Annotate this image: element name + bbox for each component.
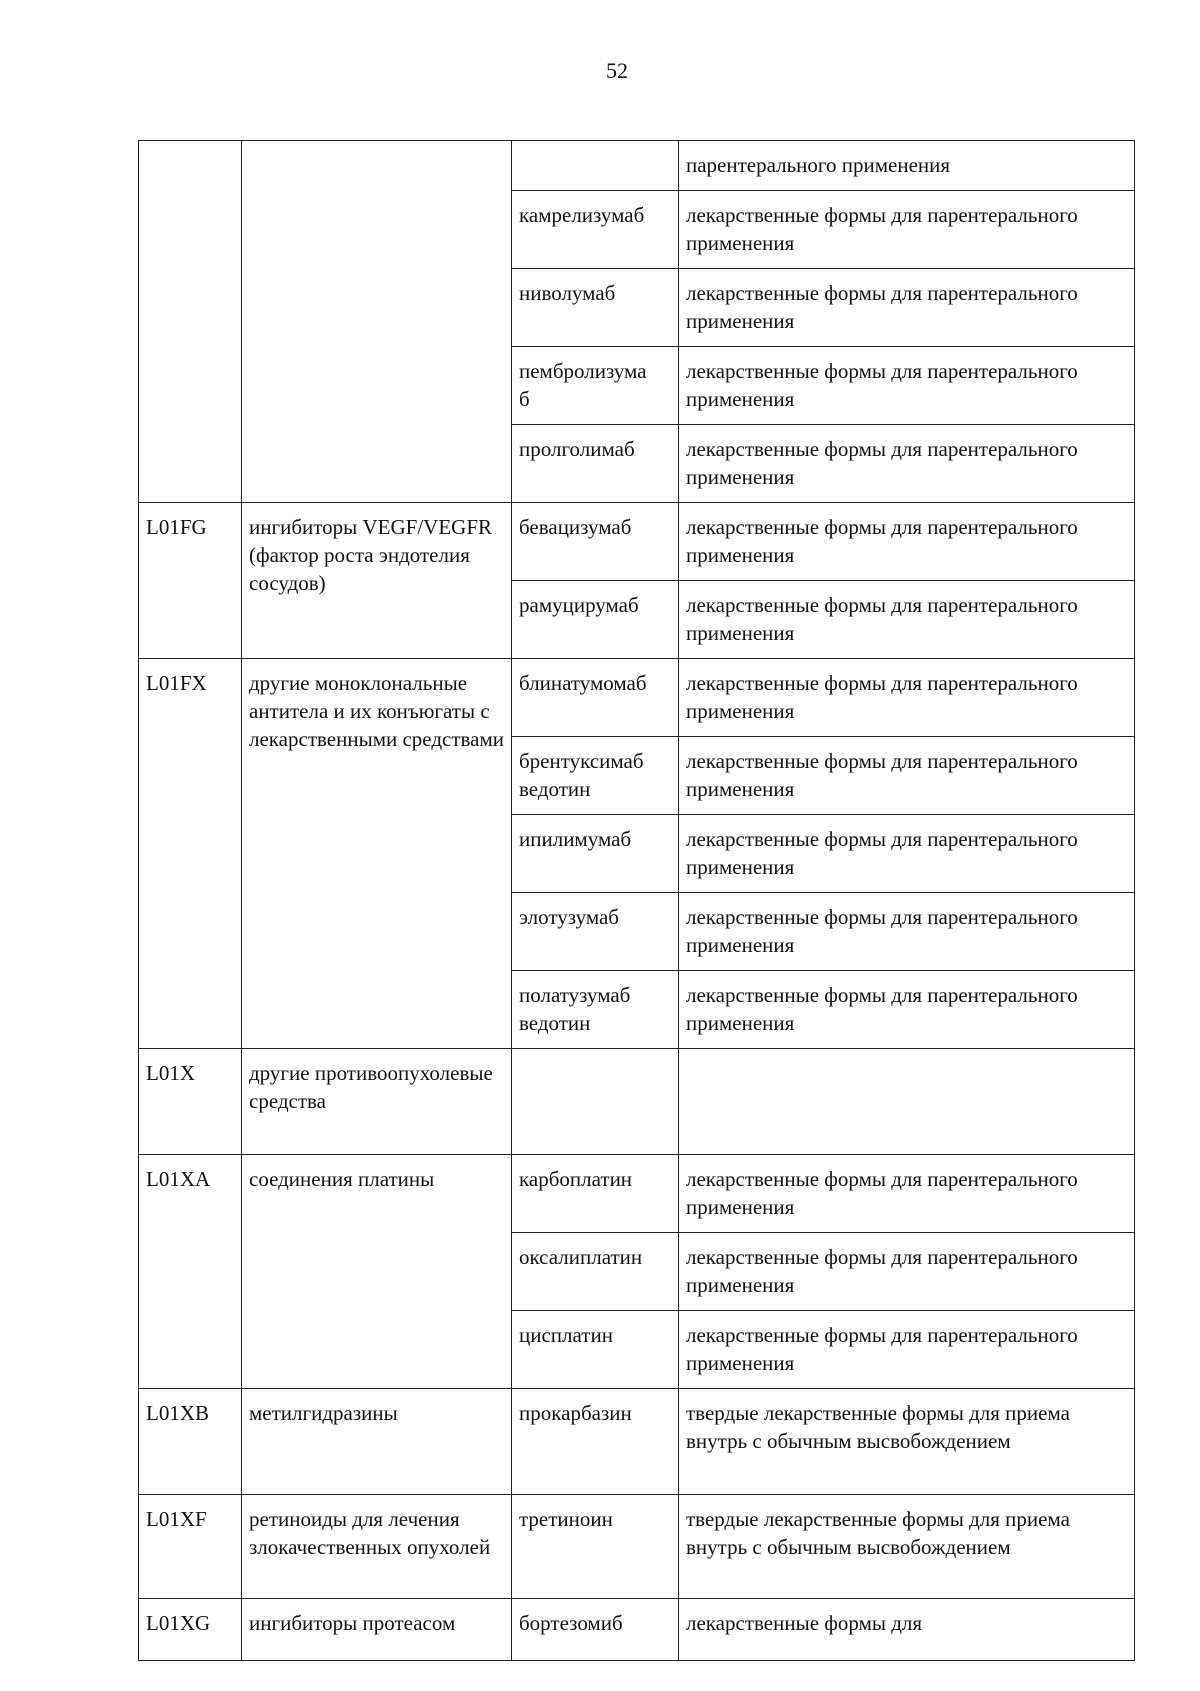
- dosage-form-cell: лекарственные формы для парентерального применения: [679, 425, 1135, 503]
- dosage-form-cell: лекарственные формы для: [679, 1599, 1135, 1661]
- atc-code-cell: L01XA: [139, 1155, 242, 1389]
- group-name-cell: соединения платины: [242, 1155, 512, 1389]
- group-name-cell: ингибиторы протеасом: [242, 1599, 512, 1661]
- dosage-form-cell: лекарственные формы для парентерального применения: [679, 971, 1135, 1049]
- dosage-form-cell: лекарственные формы для парентерального применения: [679, 1311, 1135, 1389]
- atc-code-cell: L01FG: [139, 503, 242, 659]
- table-row: [139, 141, 1135, 191]
- table-row: [139, 1155, 1135, 1233]
- table-row: [139, 503, 1135, 581]
- drug-table: [138, 140, 1135, 1661]
- drug-name-cell: элотузумаб: [512, 893, 679, 971]
- atc-code-cell: L01XB: [139, 1389, 242, 1495]
- dosage-form-cell: лекарственные формы для парентерального применения: [679, 1155, 1135, 1233]
- dosage-form-cell: твердые лекарственные формы для приема внутрь с обычным высвобождением: [679, 1389, 1135, 1495]
- drug-name-cell: рамуцирумаб: [512, 581, 679, 659]
- drug-name-cell: третиноин: [512, 1495, 679, 1599]
- drug-name-cell: [512, 1049, 679, 1155]
- drug-name-cell: пембролизума б: [512, 347, 679, 425]
- dosage-form-cell: парентерального применения: [679, 141, 1135, 191]
- drug-name-cell: пролголимаб: [512, 425, 679, 503]
- drug-name-cell: брентуксимаб ведотин: [512, 737, 679, 815]
- dosage-form-cell: лекарственные формы для парентерального применения: [679, 347, 1135, 425]
- table-row: [139, 1495, 1135, 1599]
- drug-name-cell: камрелизумаб: [512, 191, 679, 269]
- atc-code-cell: [139, 141, 242, 503]
- dosage-form-cell: лекарственные формы для парентерального применения: [679, 1233, 1135, 1311]
- drug-name-cell: бортезомиб: [512, 1599, 679, 1661]
- atc-code-cell: L01FX: [139, 659, 242, 1049]
- dosage-form-cell: лекарственные формы для парентерального применения: [679, 503, 1135, 581]
- drug-name-cell: ипилимумаб: [512, 815, 679, 893]
- page-number: 52: [606, 58, 628, 83]
- table-row: [139, 659, 1135, 737]
- drug-name-cell: ниволумаб: [512, 269, 679, 347]
- drug-name-cell: прокарбазин: [512, 1389, 679, 1495]
- drug-name-cell: полатузумаб ведотин: [512, 971, 679, 1049]
- atc-code-cell: L01XG: [139, 1599, 242, 1661]
- dosage-form-cell: лекарственные формы для парентерального применения: [679, 581, 1135, 659]
- drug-name-cell: [512, 141, 679, 191]
- table-row: [139, 1599, 1135, 1661]
- drug-name-cell: блинатумомаб: [512, 659, 679, 737]
- group-name-cell: другие противоопухолевые средства: [242, 1049, 512, 1155]
- dosage-form-cell: твердые лекарственные формы для приема внутрь с обычным высвобождением: [679, 1495, 1135, 1599]
- atc-code-cell: L01X: [139, 1049, 242, 1155]
- dosage-form-cell: лекарственные формы для парентерального применения: [679, 893, 1135, 971]
- drug-name-cell: бевацизумаб: [512, 503, 679, 581]
- table-row: [139, 1389, 1135, 1495]
- group-name-cell: [242, 141, 512, 503]
- table-row: [139, 1049, 1135, 1155]
- group-name-cell: другие моноклональные антитела и их конъюгаты с лекарственными средствами: [242, 659, 512, 1049]
- drug-name-cell: цисплатин: [512, 1311, 679, 1389]
- dosage-form-cell: лекарственные формы для парентерального применения: [679, 269, 1135, 347]
- drug-name-cell: оксалиплатин: [512, 1233, 679, 1311]
- dosage-form-cell: лекарственные формы для парентерального применения: [679, 659, 1135, 737]
- group-name-cell: ретиноиды для лечения злокачественных опухолей: [242, 1495, 512, 1599]
- dosage-form-cell: лекарственные формы для парентерального применения: [679, 191, 1135, 269]
- dosage-form-cell: лекарственные формы для парентерального применения: [679, 737, 1135, 815]
- group-name-cell: ингибиторы VEGF/VEGFR (фактор роста эндотелия сосудов): [242, 503, 512, 659]
- drug-name-cell: карбоплатин: [512, 1155, 679, 1233]
- dosage-form-cell: лекарственные формы для парентерального применения: [679, 815, 1135, 893]
- group-name-cell: метилгидразины: [242, 1389, 512, 1495]
- dosage-form-cell: [679, 1049, 1135, 1155]
- atc-code-cell: L01XF: [139, 1495, 242, 1599]
